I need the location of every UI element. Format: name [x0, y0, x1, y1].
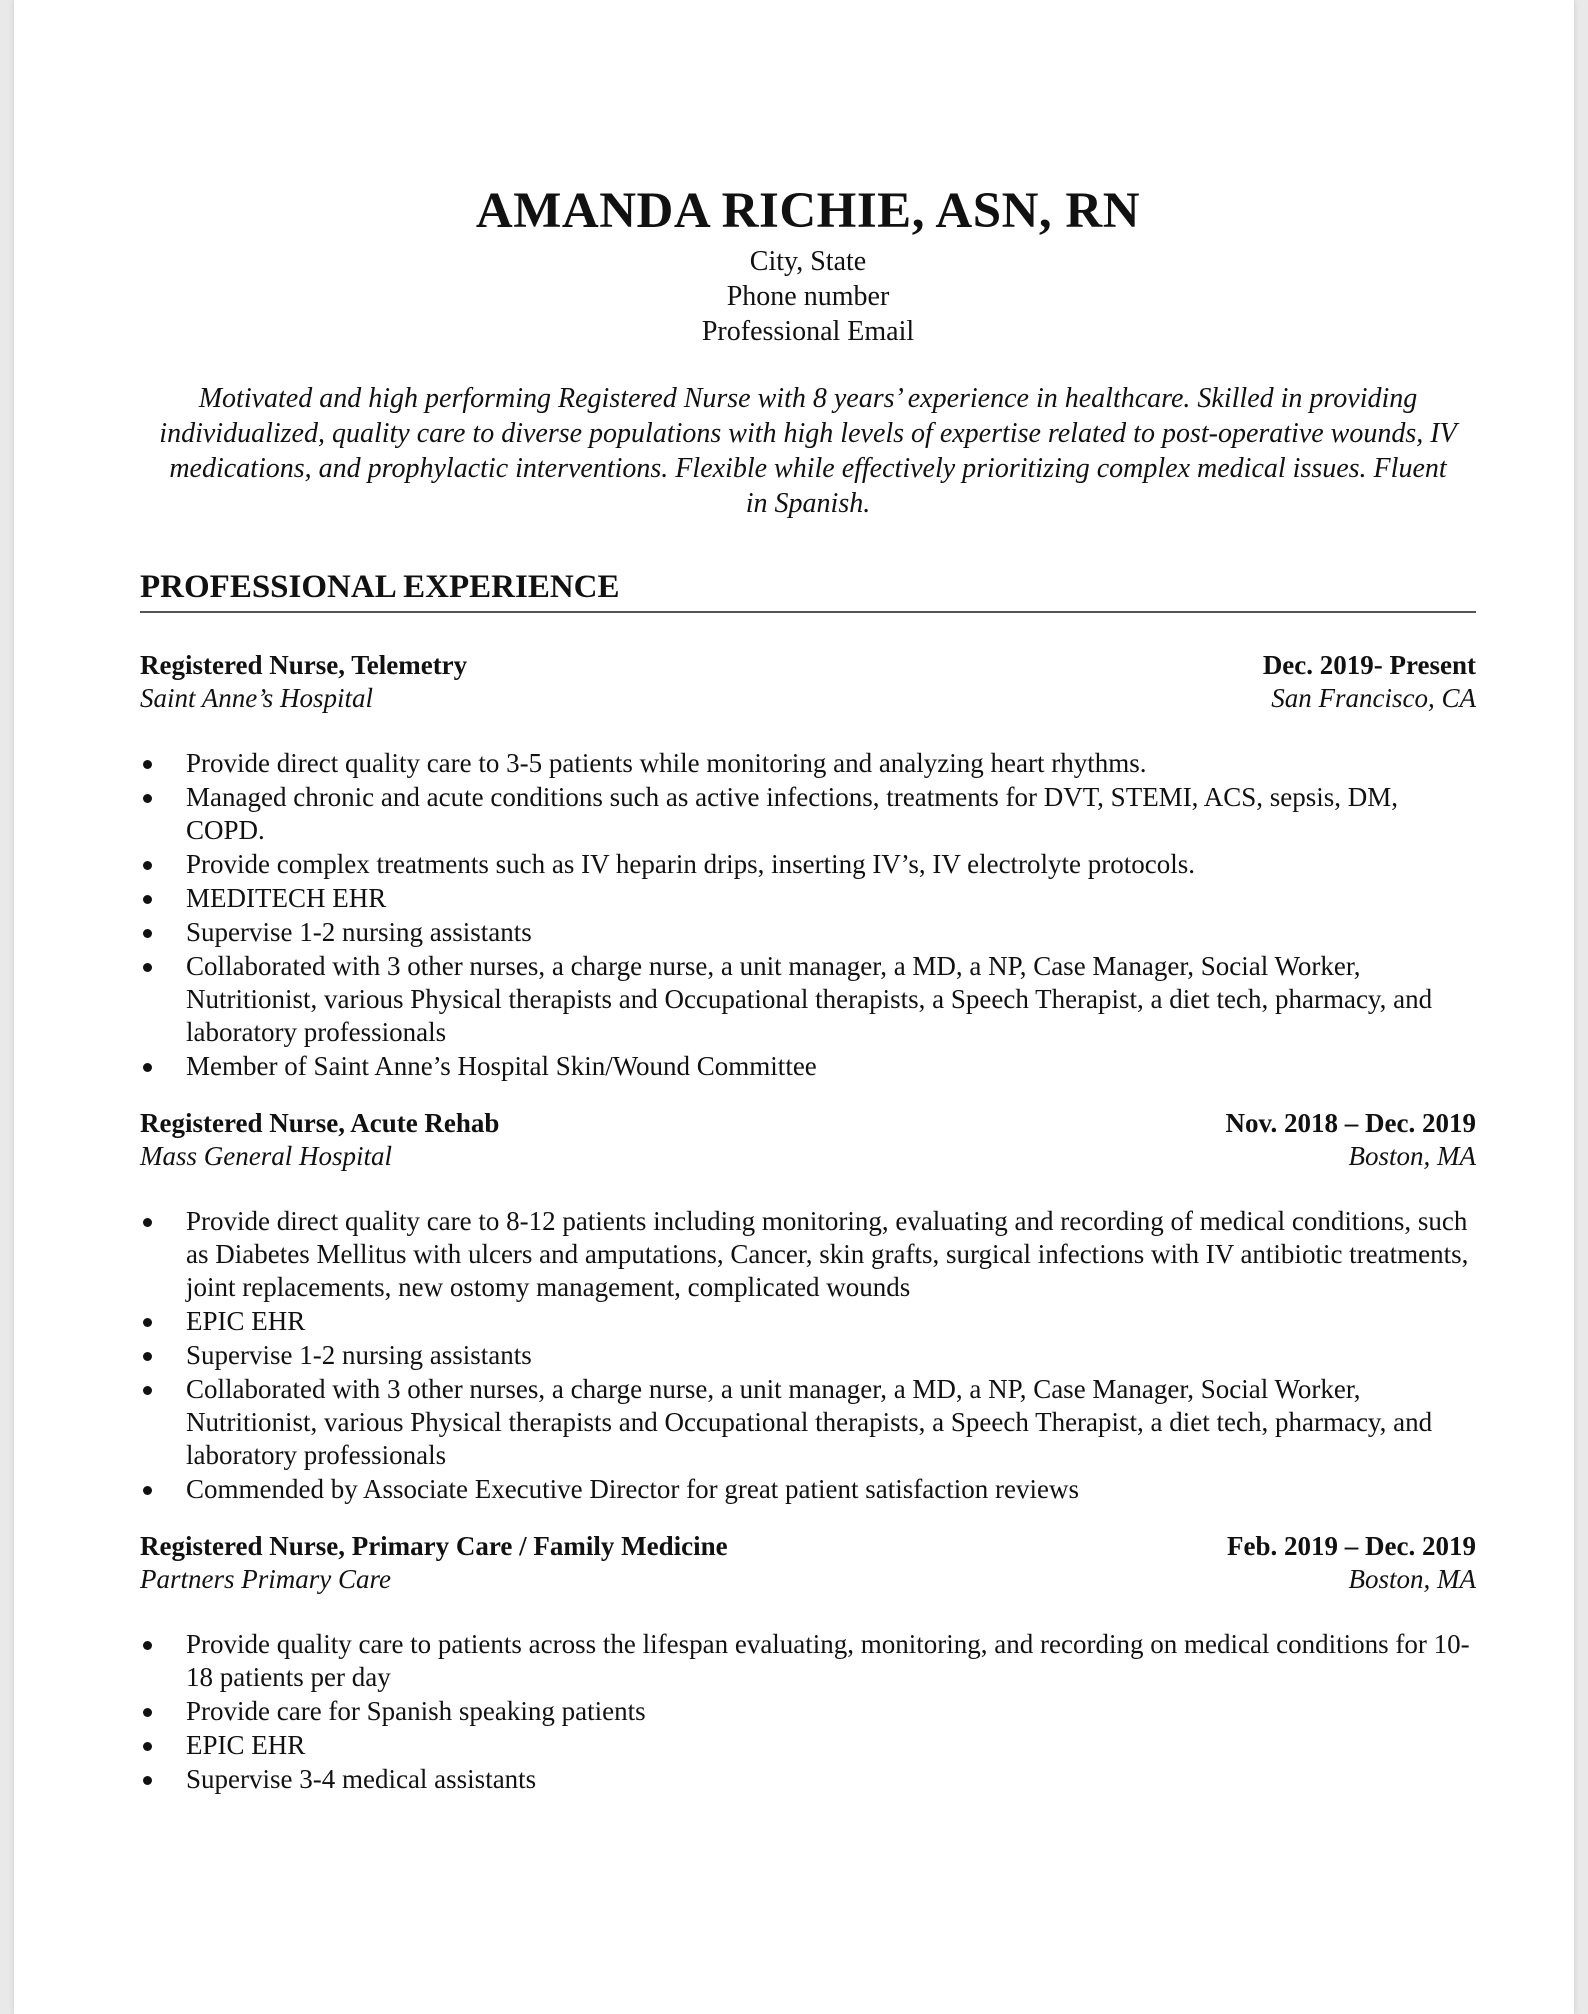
- job-location: San Francisco, CA: [1271, 683, 1476, 713]
- bullet-text: Provide care for Spanish speaking patients: [186, 1696, 646, 1726]
- bullet-icon: [143, 1218, 152, 1227]
- job-header-row: [140, 1530, 1476, 1563]
- job-title: Registered Nurse, Acute Rehab: [140, 1108, 500, 1138]
- bullet-icon: [143, 1776, 152, 1785]
- job-location: Boston, MA: [1348, 1141, 1476, 1171]
- bullet-text: Collaborated with 3 other nurses, a charge nurse, a unit manager, a MD, a NP, Case Manager, Social Worker, Nutritionist, various Physical therapists and Occupational therapists, a Speech Therapist, a diet tech, pharmacy, and laboratory professionals: [186, 1374, 1433, 1470]
- bullet-icon: [143, 1641, 152, 1650]
- section-heading-experience: PROFESSIONAL EXPERIENCE: [140, 567, 1476, 613]
- list-item: [140, 1695, 1476, 1728]
- bullet-icon: [143, 929, 152, 938]
- list-item: [140, 1305, 1476, 1338]
- bullet-text: Provide direct quality care to 3-5 patients while monitoring and analyzing heart rhythms.: [186, 748, 1147, 778]
- contact-phone: Phone number: [726, 281, 890, 312]
- bullet-text: Member of Saint Anne’s Hospital Skin/Wound Committee: [186, 1051, 817, 1081]
- job-entry: [140, 1107, 1476, 1506]
- bullet-icon: [143, 1352, 152, 1361]
- job-title: Registered Nurse, Primary Care / Family Medicine: [140, 1531, 728, 1561]
- job-header-row: [140, 649, 1476, 682]
- job-dates: Dec. 2019- Present: [1262, 650, 1476, 680]
- bullet-icon: [143, 1742, 152, 1751]
- contact-city-state: City, State: [749, 246, 867, 277]
- list-item: [140, 1763, 1476, 1796]
- bullet-icon: [143, 794, 152, 803]
- bullet-icon: [143, 861, 152, 870]
- list-item: [140, 1473, 1476, 1506]
- job-bullet-list: [140, 747, 1476, 1083]
- bullet-icon: [143, 1708, 152, 1717]
- resume-content: [140, 178, 1476, 1797]
- job-subheader-row: [140, 1140, 1476, 1173]
- list-item: [140, 1373, 1476, 1472]
- job-subheader-row: [140, 682, 1476, 715]
- professional-summary: Motivated and high performing Registered Nurse with 8 years’ experience in healthcare. Skilled in providing individualized, quality care to diverse populations with high levels of expertise related to post-operative wounds, IV medications, and prophylactic interventions. Flexible while effectively prioritizing complex medical issues. Fluent in Spanish.: [159, 383, 1457, 519]
- job-location: Boston, MA: [1348, 1564, 1476, 1594]
- bullet-text: Provide quality care to patients across the lifespan evaluating, monitoring, and recording on medical conditions for 10-18 patients per day: [186, 1629, 1470, 1692]
- bullet-icon: [143, 895, 152, 904]
- list-item: [140, 1050, 1476, 1083]
- job-organization: Mass General Hospital: [140, 1141, 392, 1171]
- bullet-icon: [143, 1318, 152, 1327]
- resume-page: [14, 0, 1574, 2014]
- bullet-text: Collaborated with 3 other nurses, a charge nurse, a unit manager, a MD, a NP, Case Manager, Social Worker, Nutritionist, various Physical therapists and Occupational therapists, a Speech Therapist, a diet tech, pharmacy, and laboratory professionals: [186, 951, 1433, 1047]
- list-item: [140, 1205, 1476, 1304]
- job-organization: Saint Anne’s Hospital: [140, 683, 374, 713]
- job-bullet-list: [140, 1628, 1476, 1796]
- candidate-name: AMANDA RICHIE, ASN, RN: [475, 183, 1141, 239]
- list-item: [140, 916, 1476, 949]
- job-title: Registered Nurse, Telemetry: [140, 650, 468, 680]
- bullet-text: MEDITECH EHR: [186, 883, 387, 913]
- bullet-icon: [143, 963, 152, 972]
- bullet-icon: [143, 1486, 152, 1495]
- bullet-icon: [143, 760, 152, 769]
- job-dates: Feb. 2019 – Dec. 2019: [1227, 1531, 1476, 1561]
- list-item: [140, 848, 1476, 881]
- bullet-icon: [143, 1063, 152, 1072]
- job-subheader-row: [140, 1563, 1476, 1596]
- bullet-text: Managed chronic and acute conditions such as active infections, treatments for DVT, STEMI, ACS, sepsis, DM, COPD.: [186, 782, 1398, 845]
- bullet-text: EPIC EHR: [186, 1306, 306, 1336]
- list-item: [140, 882, 1476, 915]
- contact-email: Professional Email: [701, 316, 915, 347]
- job-bullet-list: [140, 1205, 1476, 1506]
- list-item: [140, 747, 1476, 780]
- list-item: [140, 1339, 1476, 1372]
- bullet-text: Supervise 1-2 nursing assistants: [186, 917, 532, 947]
- list-item: [140, 1729, 1476, 1762]
- list-item: [140, 950, 1476, 1049]
- bullet-text: Provide complex treatments such as IV heparin drips, inserting IV’s, IV electrolyte protocols.: [186, 849, 1196, 879]
- bullet-text: Supervise 1-2 nursing assistants: [186, 1340, 532, 1370]
- job-header-row: [140, 1107, 1476, 1140]
- bullet-text: Supervise 3-4 medical assistants: [186, 1764, 537, 1794]
- list-item: [140, 781, 1476, 847]
- job-dates: Nov. 2018 – Dec. 2019: [1225, 1108, 1476, 1138]
- bullet-text: EPIC EHR: [186, 1730, 306, 1760]
- bullet-icon: [143, 1386, 152, 1395]
- job-entry: [140, 1530, 1476, 1796]
- job-entry: [140, 649, 1476, 1083]
- job-organization: Partners Primary Care: [140, 1564, 391, 1594]
- bullet-text: Provide direct quality care to 8-12 patients including monitoring, evaluating and recording of medical conditions, such as Diabetes Mellitus with ulcers and amputations, Cancer, skin grafts, surgical infections with IV antibiotic treatments, joint replacements, new ostomy management, complicated wounds: [186, 1206, 1469, 1302]
- bullet-text: Commended by Associate Executive Director for great patient satisfaction reviews: [186, 1474, 1079, 1504]
- list-item: [140, 1628, 1476, 1694]
